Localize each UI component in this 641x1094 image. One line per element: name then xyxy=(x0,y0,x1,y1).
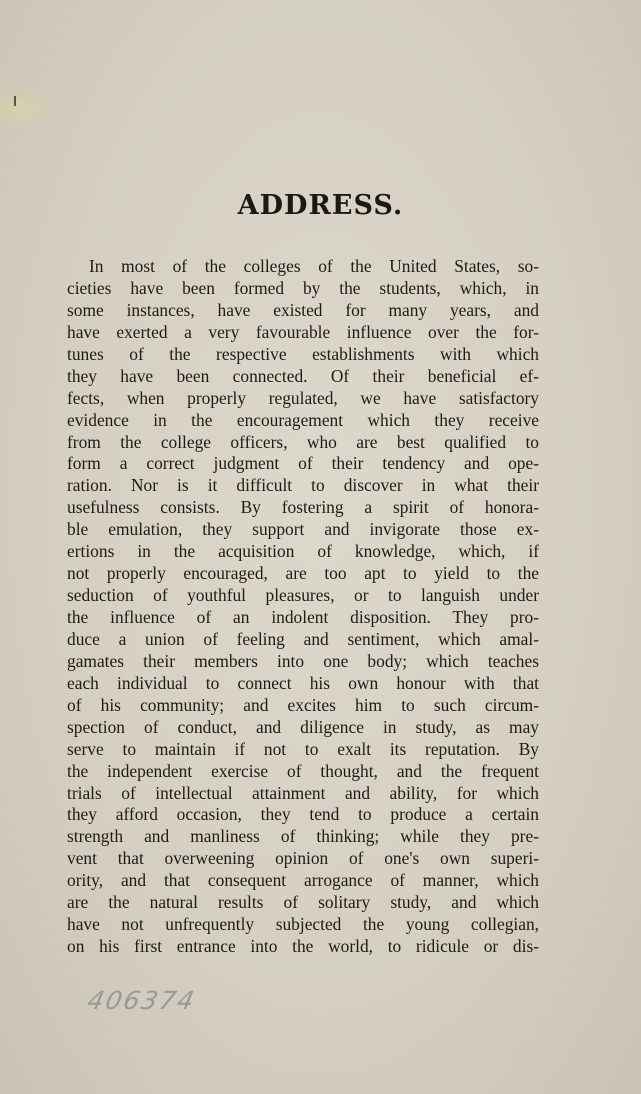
text-line: fects, when properly regulated, we have satisfactory xyxy=(67,387,539,408)
text-line: tunes of the respective establishments with which xyxy=(67,343,539,364)
margin-mark xyxy=(14,96,16,106)
text-line: each individual to connect his own honour with that xyxy=(67,672,539,693)
text-line: evidence in the encouragement which they receive xyxy=(67,409,539,430)
text-line: cieties have been formed by the students, which, in xyxy=(67,277,539,298)
text-line: ble emulation, they support and invigorate those ex- xyxy=(67,519,539,540)
text-line: are the natural results of solitary study, and which xyxy=(67,892,539,913)
text-line: on his first entrance into the world, to ridicule or dis- xyxy=(67,936,539,957)
page-heading: ADDRESS. xyxy=(237,190,404,221)
text-line: ration. Nor is it difficult to discover in what their xyxy=(67,475,539,496)
text-line: trials of intellectual attainment and ability, for which xyxy=(67,782,539,803)
text-line: strength and manliness of thinking; while they pre- xyxy=(67,826,539,847)
text-line: form a correct judgment of their tendency and ope- xyxy=(67,453,539,474)
text-line: of his community; and excites him to such circum- xyxy=(67,694,539,715)
text-line: the independent exercise of thought, and the frequent xyxy=(67,760,539,781)
text-line: some instances, have existed for many years, and xyxy=(67,299,539,320)
handwritten-shelf-number: 406374 xyxy=(84,986,199,1015)
text-line: they have been connected. Of their beneficial ef- xyxy=(67,365,539,386)
text-line: the influence of an indolent disposition. They pro- xyxy=(67,607,539,627)
text-line: serve to maintain if not to exalt its reputation. By xyxy=(67,738,539,759)
paper-stain xyxy=(0,88,60,128)
text-line: usefulness consists. By fostering a spirit of honora- xyxy=(67,497,539,518)
text-line: vent that overweening opinion of one's own superi- xyxy=(67,848,539,869)
text-line: spection of conduct, and diligence in study, as may xyxy=(67,716,539,737)
text-line: not properly encouraged, are too apt to yield to the xyxy=(67,563,539,584)
text-line: duce a union of feeling and sentiment, which amal- xyxy=(67,628,539,649)
text-line: In most of the colleges of the United States, so- xyxy=(89,256,539,276)
text-line: they afford occasion, they tend to produce a certain xyxy=(67,804,539,825)
text-line: have exerted a very favourable influence over the for- xyxy=(67,321,539,342)
text-line: ertions in the acquisition of knowledge, which, if xyxy=(67,541,539,562)
text-line: have not unfrequently subjected the young collegian, xyxy=(67,914,539,935)
body-paragraph xyxy=(67,256,539,958)
text-line: gamates their members into one body; which teaches xyxy=(67,650,539,671)
text-line: ority, and that consequent arrogance of manner, which xyxy=(67,870,539,891)
text-line: seduction of youthful pleasures, or to languish under xyxy=(67,585,539,606)
text-line: from the college officers, who are best qualified to xyxy=(67,431,539,452)
